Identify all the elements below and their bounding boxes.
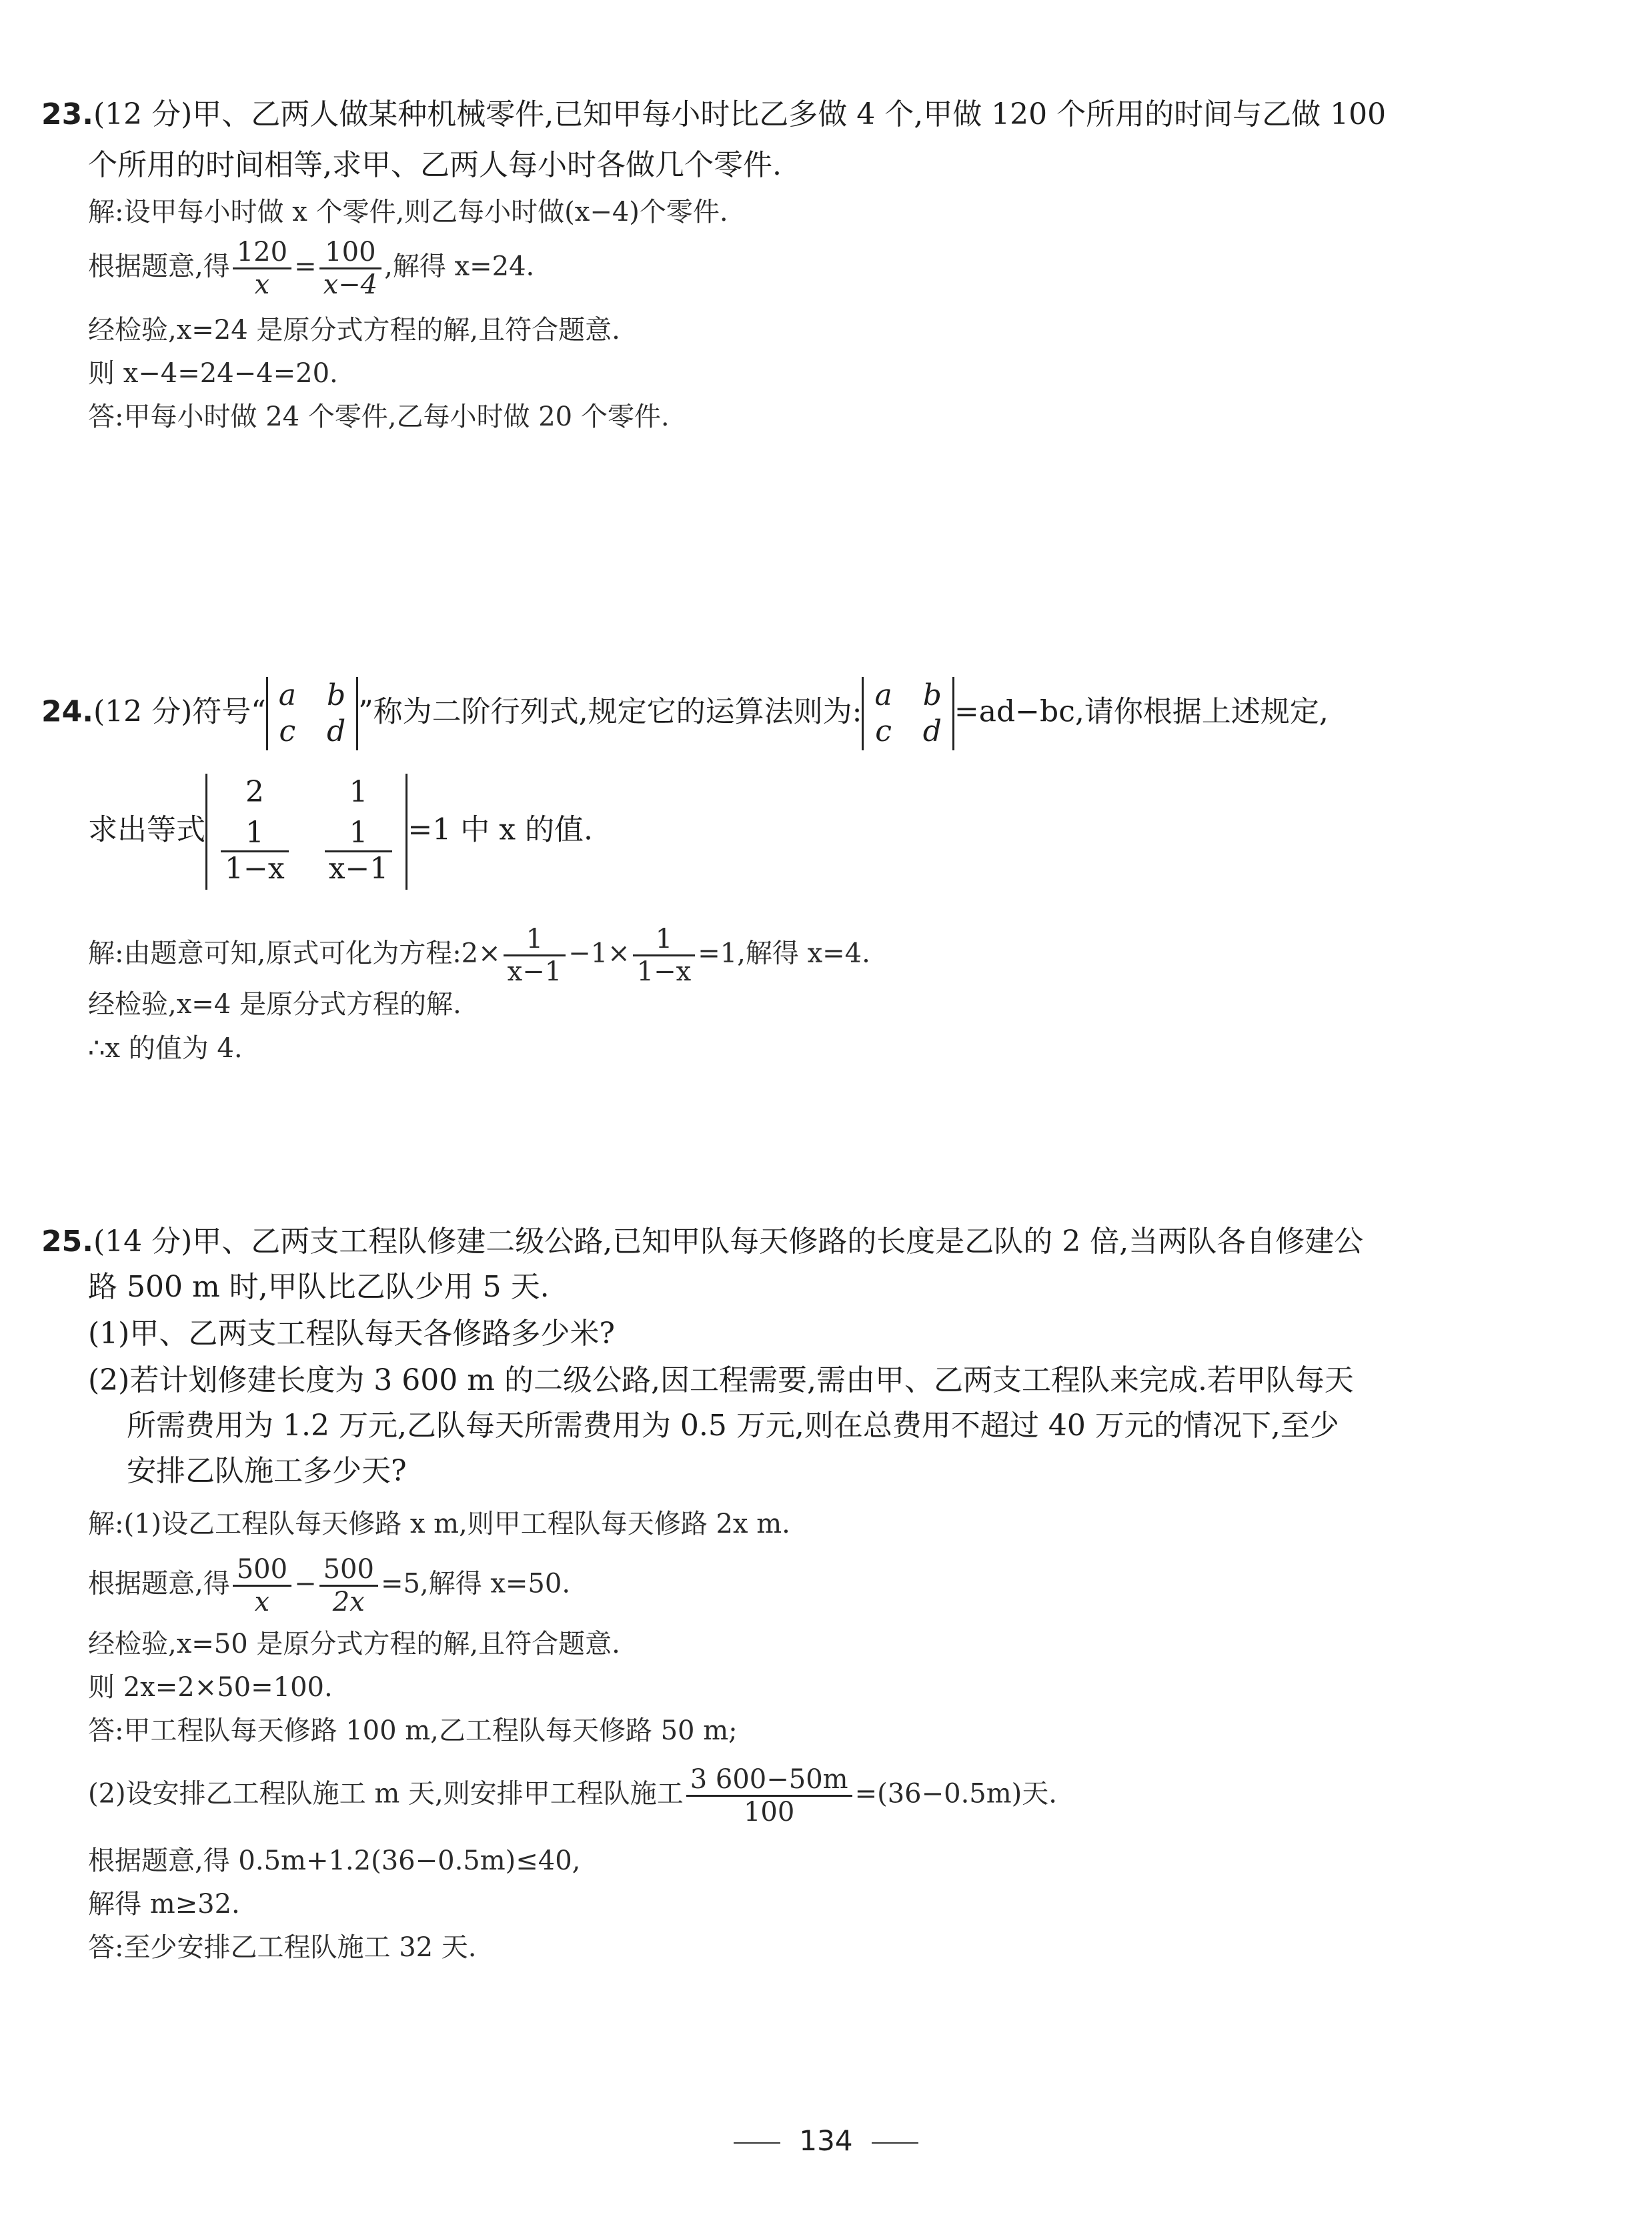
footer-dash-left	[734, 2142, 780, 2144]
q25-part2-line1: (2)若计划修建长度为 3 600 m 的二级公路,因工程需要,需由甲、乙两支工程队来完成.若甲队每天	[88, 1363, 1354, 1397]
q23-solution-3: 经检验,x=24 是原分式方程的解,且符合题意.	[88, 315, 620, 345]
determinant-symbol: a b c d	[266, 677, 358, 750]
q24-solution-3: ∴x 的值为 4.	[88, 1033, 243, 1064]
q25-solution-1: 解:(1)设乙工程队每天修路 x m,则甲工程队每天修路 2x m.	[88, 1509, 790, 1539]
q25-solution-2: 根据题意,得 $\frac{500}{x}$ − $\frac{500}{2x}$ =5,解得 x=50.	[88, 1554, 571, 1617]
q25-part2-line3: 安排乙队施工多少天?	[127, 1454, 407, 1488]
q25-solution-8: 解得 m≥32.	[88, 1889, 240, 1920]
q25-solution-6: (2)设安排乙工程队施工 m 天,则安排甲工程队施工 $\frac{3 600-50m}{100}$ =(36−0.5m)天.	[88, 1764, 1057, 1827]
q24-line2: 求出等式 2 1 $\frac{1}{1-x}$ $\frac{1}{x-1}$ =1 中 x 的值.	[88, 774, 593, 890]
q23-solution-1: 解:设甲每小时做 x 个零件,则乙每小时做(x−4)个零件.	[88, 197, 728, 227]
q25-answer: 答:至少安排乙工程队施工 32 天.	[88, 1932, 477, 1963]
q23-fraction-2: $\frac{100}{x-4}$	[319, 237, 382, 300]
q25-part2-line2: 所需费用为 1.2 万元,乙队每天所需费用为 0.5 万元,则在总费用不超过 40 万元的情况下,至少	[127, 1409, 1339, 1443]
determinant-rule: a b c d	[862, 677, 954, 750]
q23-number: 23.	[41, 97, 93, 131]
q24-line1: 24.(12 分)符号“ a b c d ”称为二阶行列式,规定它的运算法则为: a b c d =ad−bc,请你根据上述规定,	[41, 677, 1329, 750]
q25-line1: 25.(14 分)甲、乙两支工程队修建二级公路,已知甲队每天修路的长度是乙队的 2 倍,当两队各自修建公	[41, 1225, 1364, 1259]
q25-solution-3: 经检验,x=50 是原分式方程的解,且符合题意.	[88, 1629, 620, 1659]
q25-solution-4: 则 2x=2×50=100.	[88, 1672, 333, 1703]
q23-fraction-1: $\frac{120}{x}$	[233, 237, 291, 300]
q24-number: 24.	[41, 694, 93, 729]
q25-solution-5: 答:甲工程队每天修路 100 m,乙工程队每天修路 50 m;	[88, 1715, 738, 1746]
q24-solution-2: 经检验,x=4 是原分式方程的解.	[88, 989, 462, 1020]
q25-solution-7: 根据题意,得 0.5m+1.2(36−0.5m)≤40,	[88, 1845, 581, 1876]
determinant-equation: 2 1 $\frac{1}{1-x}$ $\frac{1}{x-1}$	[205, 774, 407, 890]
q23-line1: 23.(12 分)甲、乙两人做某种机械零件,已知甲每小时比乙多做 4 个,甲做 120 个所用的时间与乙做 100	[41, 97, 1387, 131]
q25-number: 25.	[41, 1225, 93, 1259]
page-number: 134	[799, 2124, 853, 2157]
footer-dash-right	[872, 2142, 918, 2144]
q23-line2: 个所用的时间相等,求甲、乙两人每小时各做几个零件.	[88, 148, 782, 182]
q25-line2: 路 500 m 时,甲队比乙队少用 5 天.	[88, 1270, 550, 1304]
q23-answer: 答:甲每小时做 24 个零件,乙每小时做 20 个零件.	[88, 402, 670, 432]
page-footer	[0, 2124, 1652, 2157]
q23-solution-4: 则 x−4=24−4=20.	[88, 358, 338, 389]
q25-part1: (1)甲、乙两支工程队每天各修路多少米?	[88, 1317, 615, 1351]
q24-solution-1: 解:由题意可知,原式可化为方程:2× $\frac{1}{x-1}$ −1× $\frac{1}{1-x}$ =1,解得 x=4.	[88, 924, 870, 987]
q23-solution-2: 根据题意,得 $\frac{120}{x}$ = $\frac{100}{x-4}$ ,解得 x=24.	[88, 237, 535, 300]
